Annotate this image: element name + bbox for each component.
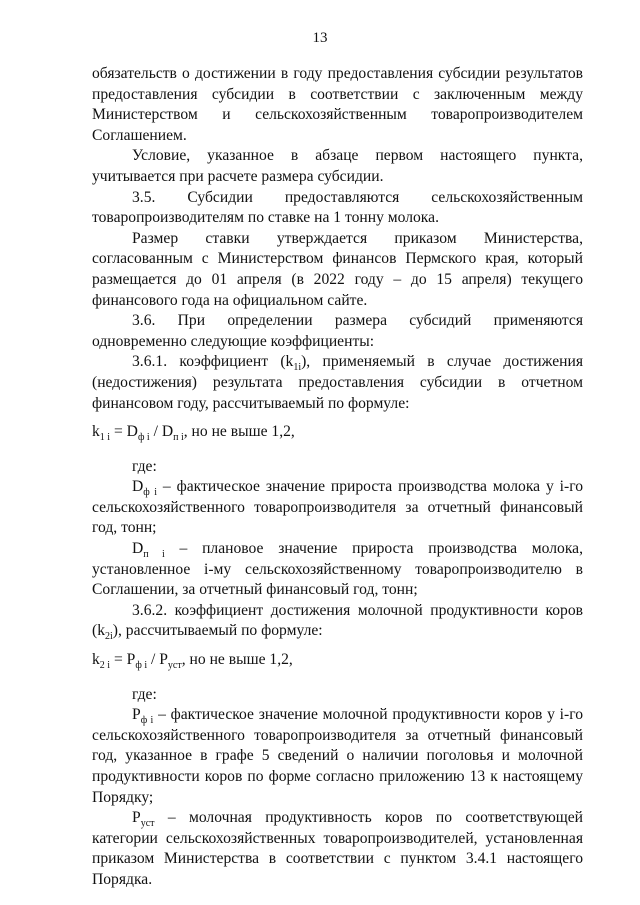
formula-tail: , но не выше 1,2, — [181, 651, 293, 669]
where-label: где: — [132, 457, 157, 475]
formula-symbol: / D — [149, 423, 174, 441]
subscript: п i — [173, 432, 184, 444]
subscript: ф i — [140, 715, 154, 727]
paragraph-3-6-2 — [92, 601, 583, 642]
formula-symbol: k — [92, 651, 100, 669]
formula-k1 — [92, 422, 583, 443]
subscript: п i — [143, 549, 165, 561]
subscript: уст — [140, 818, 155, 830]
definition-d-fact — [92, 477, 583, 539]
paragraph-3-6-1 — [92, 352, 583, 414]
text-segment: 3.6.2. коэффициент достижения молочной продуктивности коров (k — [92, 601, 583, 640]
paragraph-rate: Размер ставки утверждается приказом Министерства, согласованным с Министерством финансов Пермского края, который размещается до 01 апреля (в 2022 году – до 15 апреля) текущего финансового года на официальном сайте. — [92, 229, 583, 309]
formula-symbol: = D — [110, 423, 138, 441]
definition-symbol: D — [132, 478, 144, 496]
definition-text: – плановое значение прироста производства молока, установленное i-му сельскохозяйственному товаропроизводителю в Соглашении, за отчетный финансовый год, тонн; — [92, 540, 583, 599]
subscript: 2i — [105, 631, 113, 643]
paragraph-3-5: 3.5. Субсидии предоставляются сельскохозяйственным товаропроизводителям по ставке на 1 тонну молока. — [92, 188, 583, 227]
text-segment: ), рассчитываемый по формуле: — [112, 622, 323, 640]
formula-symbol: k — [92, 423, 100, 441]
paragraph-condition: Условие, указанное в абзаце первом настоящего пункта, учитывается при расчете размера субсидии. — [92, 147, 583, 185]
page-number: 13 — [312, 30, 328, 46]
formula-k2 — [92, 650, 583, 671]
definition-text: – молочная продуктивность коров по соответствующей категории сельскохозяйственных товаропроизводителей, установленная приказом Министерства в соответствии с пунктом 3.4.1 настоящего Порядка. — [92, 809, 583, 888]
definition-symbol: P — [132, 809, 141, 827]
subscript: 1i — [293, 362, 302, 374]
subscript: ф i — [137, 432, 150, 444]
paragraph-3-6: 3.6. При определении размера субсидий применяются одновременно следующие коэффициенты: — [92, 312, 583, 350]
paragraph-obligations: обязательств о достижении в году предоставления субсидии результатов предоставления субсидии в соответствии с заключенным между Министерством и сельскохозяйственным товаропроизводителем Соглашением. — [92, 65, 583, 144]
definition-text: – фактическое значение молочной продуктивности коров у i-го сельскохозяйственного товаропроизводителя за отчетный финансовый год, указанное в графе 5 сведений о наличии поголовья и молочной продуктивности коров по форме согласно приложению 13 к настоящему Порядку; — [92, 706, 583, 806]
subscript: ф i — [143, 487, 158, 499]
text-segment: ), применяемый в случае достижения (недостижения) результата предоставления субсидии в отчетном финансовом году, рассчитываемый по формуле: — [92, 353, 583, 412]
subscript: уст — [167, 660, 182, 672]
definition-d-plan — [92, 539, 583, 601]
subscript: 1 i — [99, 432, 111, 444]
definition-symbol: P — [132, 706, 141, 724]
subscript: 2 i — [99, 660, 111, 672]
definition-text: – фактическое значение прироста производства молока у i-го сельскохозяйственного товаропроизводителя за отчетный финансовый год, тонн; — [92, 478, 583, 537]
definition-p-standard — [92, 808, 583, 890]
formula-tail: , но не выше 1,2, — [183, 423, 295, 441]
formula-symbol: / P — [147, 651, 168, 669]
definition-symbol: D — [132, 540, 144, 558]
where-label: где: — [132, 685, 157, 703]
definition-p-fact — [92, 705, 583, 808]
text-segment: 3.6.1. коэффициент (k — [132, 353, 294, 371]
document-body — [92, 64, 583, 891]
subscript: ф i — [135, 660, 148, 672]
formula-symbol: = P — [110, 651, 136, 669]
